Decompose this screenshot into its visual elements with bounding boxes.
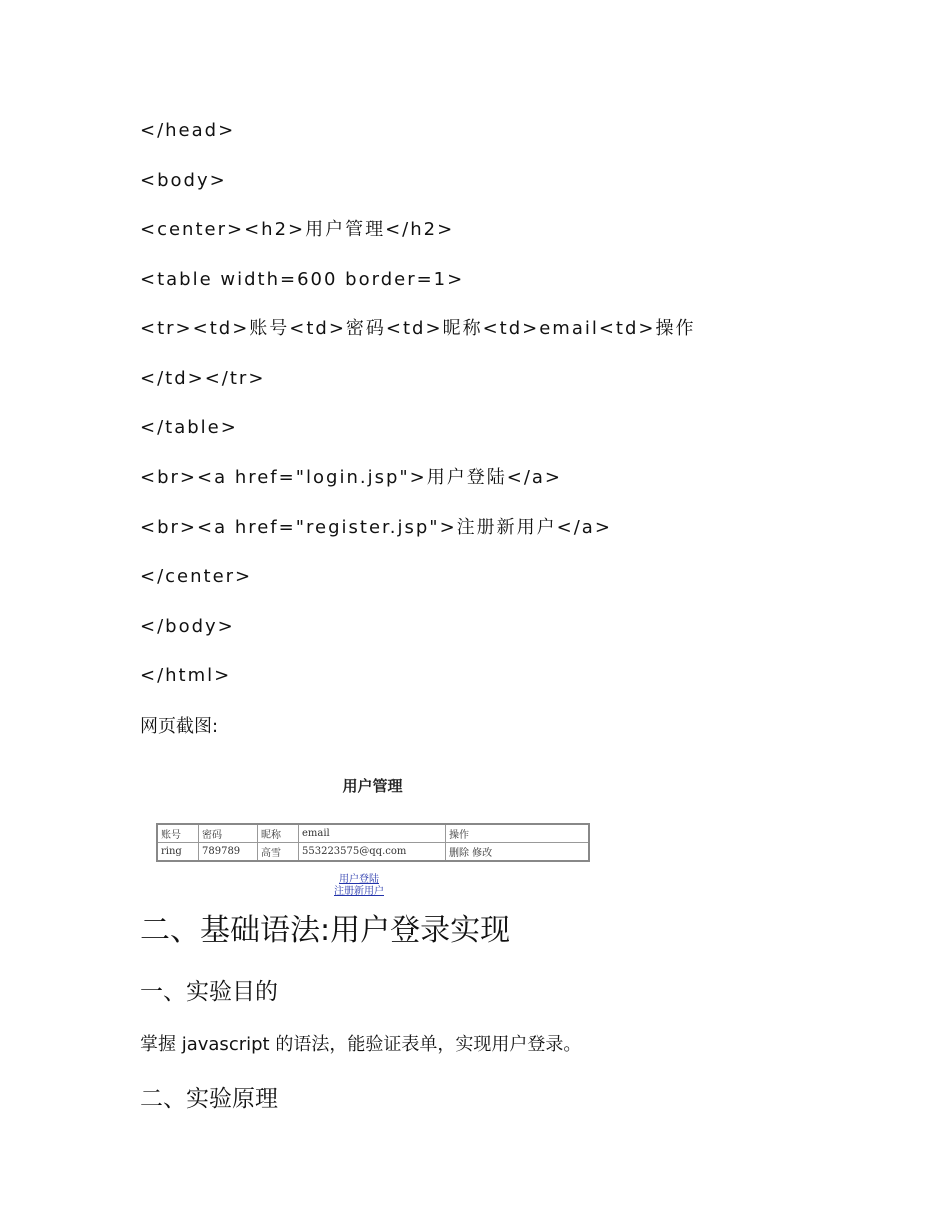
screenshot-links [150,874,568,898]
screenshot-title: 用户管理 [342,777,403,795]
table-cell: 553223575@qq.com [299,843,446,862]
subheading-principle: 二、实验原理 [140,1086,278,1112]
code-line: </table> [140,417,238,438]
table-header-row [157,824,589,843]
code-line: </head> [140,120,236,141]
table-header-cell: email [299,824,446,843]
table-cell: ring [157,843,199,862]
code-line: </html> [140,665,232,686]
code-line: <br><a href="login.jsp">用户登陆</a> [140,467,563,488]
purpose-paragraph: 掌握 javascript 的语法，能验证表单，实现用户登录。 [140,1034,582,1055]
code-line: </body> [140,616,235,637]
screenshot-caption: 网页截图: [140,716,219,737]
code-line: <body> [140,170,227,191]
code-line: </center> [140,566,253,587]
table-row [157,843,589,862]
table-cell: 高雪 [258,843,299,862]
table-header-cell: 昵称 [258,824,299,843]
user-table [156,823,590,862]
table-header-cell: 操作 [446,824,590,843]
code-line: </td></tr> [140,368,266,389]
code-line: <table width=600 border=1> [140,269,465,290]
webpage-screenshot [150,770,600,905]
table-header-cell: 账号 [157,824,199,843]
table-header-cell: 密码 [199,824,258,843]
code-line: <center><h2>用户管理</h2> [140,219,455,240]
register-link[interactable]: 注册新用户 [334,886,384,897]
login-link[interactable]: 用户登陆 [339,874,379,885]
subheading-purpose: 一、实验目的 [140,979,278,1005]
table-cell: 789789 [199,843,258,862]
code-line: <br><a href="register.jsp">注册新用户</a> [140,517,612,538]
table-cell: 删除 修改 [446,843,590,862]
section-heading: 二、基础语法:用户登录实现 [140,913,511,948]
code-line: <tr><td>账号<td>密码<td>昵称<td>email<td>操作 [140,318,696,339]
